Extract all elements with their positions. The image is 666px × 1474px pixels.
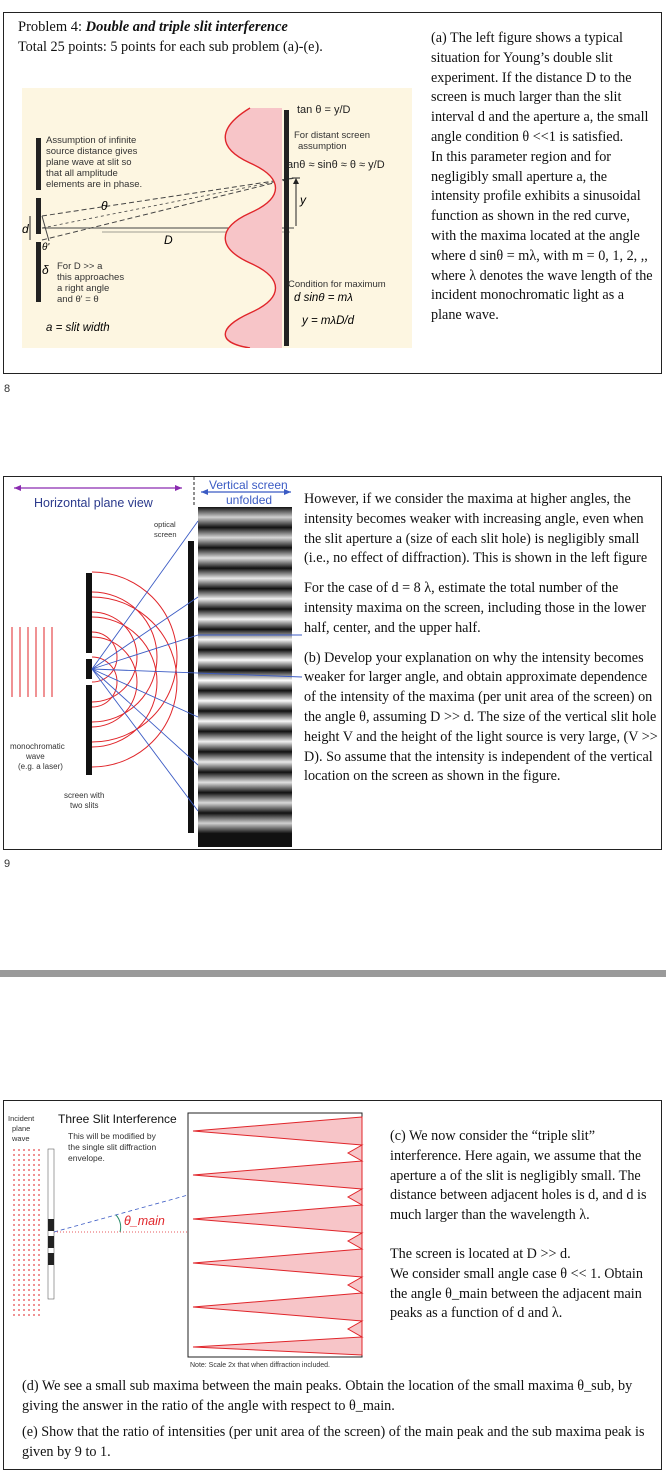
svg-text:wave: wave <box>26 752 45 761</box>
approx-equation: tanθ ≈ sinθ ≈ θ ≈ y/D <box>284 159 385 171</box>
unfolded-screen-fringes <box>198 507 292 847</box>
svg-text:wave: wave <box>12 1134 30 1143</box>
problem-title: Problem 4: Double and triple slit interference <box>18 19 288 35</box>
svg-text:plane: plane <box>12 1124 31 1133</box>
svg-text:envelope.: envelope. <box>68 1153 105 1163</box>
slide-problem-4a <box>3 12 662 374</box>
svg-text:y: y <box>300 193 306 207</box>
section-divider <box>0 970 666 977</box>
svg-text:source distance gives: source distance gives <box>46 146 138 157</box>
para-e: (e) Show that the ratio of intensities (per unit area of the screen) of the main peak and the sub maxima peak is given by 9 to 1. <box>22 1424 645 1460</box>
slit-width-label: a = slit width <box>46 322 110 334</box>
svg-text:monochromatic: monochromatic <box>10 742 65 751</box>
para-b-intro: However, if we consider the maxima at higher angles, the intensity becomes weaker with increasing angle, even when the slit aperture a (size of each slit hole) is negligibly small (i.e., no effect of diffraction). This is shown in the left figure For the case of d = 8 λ, estimate the total number of the intensity maxima on the screen, including those in the lower half, center, and the upper half. (b) Develop your explanation on why the intensity becomes weaker for larger angle, and obtain approximate dependence of the intensity of the maxima (per unit area of the screen) on the angle θ, assuming D >> d. The size of the vertical slit hole height V and the height of the light source is very large, (V >> D). So assume that the intensity is independent of the vertical location on the screen as shown in the figure. <box>304 491 658 785</box>
para-c: (c) We now consider the “triple slit” interference. Here again, we assume that the aperture a of the slit is negligibly small. The distance between adjacent holes is d, and d is much larger than the wavelength λ. The screen is located at D >> d. We consider small angle case θ << 1. Obtain the angle θ_main between the adjacent main peaks as a function of d and λ. <box>390 1128 647 1322</box>
svg-text:screen with: screen with <box>64 791 105 800</box>
svg-text:D: D <box>164 233 173 247</box>
triple-slit-diagram <box>8 1109 368 1371</box>
svg-text:For D >> a: For D >> a <box>57 261 103 272</box>
slit-wave-diagram <box>4 477 304 849</box>
incident-wavefronts <box>12 627 52 697</box>
double-slit-diagram <box>22 88 412 348</box>
intensity-plot-frame <box>188 1113 362 1357</box>
svg-text:d: d <box>22 222 29 236</box>
svg-text:For distant screen: For distant screen <box>294 130 371 141</box>
svg-text:Assumption of infinite: Assumption of infinite <box>46 135 137 146</box>
three-slit-title: Three Slit Interference <box>58 1112 177 1126</box>
svg-text:unfolded: unfolded <box>226 493 273 507</box>
scale-note: Note: Scale 2x that when diffraction included. <box>190 1362 330 1369</box>
theta-prime-label: θ' <box>42 242 50 253</box>
svg-text:the single slit diffraction: the single slit diffraction <box>68 1142 157 1152</box>
svg-text:two slits: two slits <box>70 801 99 810</box>
optical-screen <box>188 541 194 833</box>
para-d: (d) We see a small sub maxima between the main peaks. Obtain the location of the small maxima θ_sub, by giving the answer in the ratio of the angle with respect to θ_main. <box>22 1378 633 1414</box>
svg-text:Condition for maximum: Condition for maximum <box>288 279 386 290</box>
horizontal-view-label: Horizontal plane view <box>34 496 153 510</box>
problem-subtitle: Total 25 points: 5 points for each sub problem (a)-(e). <box>18 39 323 55</box>
svg-text:Vertical screen: Vertical screen <box>209 478 288 492</box>
svg-text:This will be modified by: This will be modified by <box>68 1131 156 1141</box>
svg-text:elements are in phase.: elements are in phase. <box>46 179 143 190</box>
svg-text:a right angle: a right angle <box>57 283 110 294</box>
assumption-note <box>46 135 142 190</box>
svg-text:that all amplitude: that all amplitude <box>46 168 118 179</box>
para-a: (a) The left figure shows a typical situation for Young’s double slit experiment. If the distance D to the screen is much larger than the slit interval d and the aperture a, the small angle condition θ <<1 is satisfied. In this parameter region and for negligibly small aperture a, the intensity profile exhibits a sinusoidal function as shown in the red curve, with the maxima located at the angle where d sinθ = mλ, with m = 0, 1, 2, ,, where λ denotes the wave length of the incident monochromatic light as a plane wave. <box>431 30 653 324</box>
svg-text:plane wave at slit so: plane wave at slit so <box>46 157 132 168</box>
max-equation: d sinθ = mλ <box>294 292 353 304</box>
slide-problem-4c <box>3 1100 662 1470</box>
svg-text:(e.g. a laser): (e.g. a laser) <box>18 762 63 771</box>
svg-text:screen: screen <box>154 530 177 539</box>
svg-text:δ: δ <box>42 263 49 277</box>
page-number-9: 9 <box>4 858 11 870</box>
y-equation: y = mλD/d <box>302 315 354 327</box>
page-number-8: 8 <box>4 383 11 395</box>
svg-text:Incident: Incident <box>8 1114 35 1123</box>
tan-equation: tan θ = y/D <box>297 104 351 116</box>
theta-main-label: θ_main <box>124 1214 165 1228</box>
svg-text:assumption: assumption <box>298 141 347 152</box>
svg-text:optical: optical <box>154 520 176 529</box>
svg-text:and θ' = θ: and θ' = θ <box>57 294 99 305</box>
slide-problem-4b <box>3 476 662 850</box>
svg-text:θ: θ <box>101 199 108 213</box>
incident-wave-lines <box>14 1149 39 1319</box>
svg-text:this approaches: this approaches <box>57 272 125 283</box>
